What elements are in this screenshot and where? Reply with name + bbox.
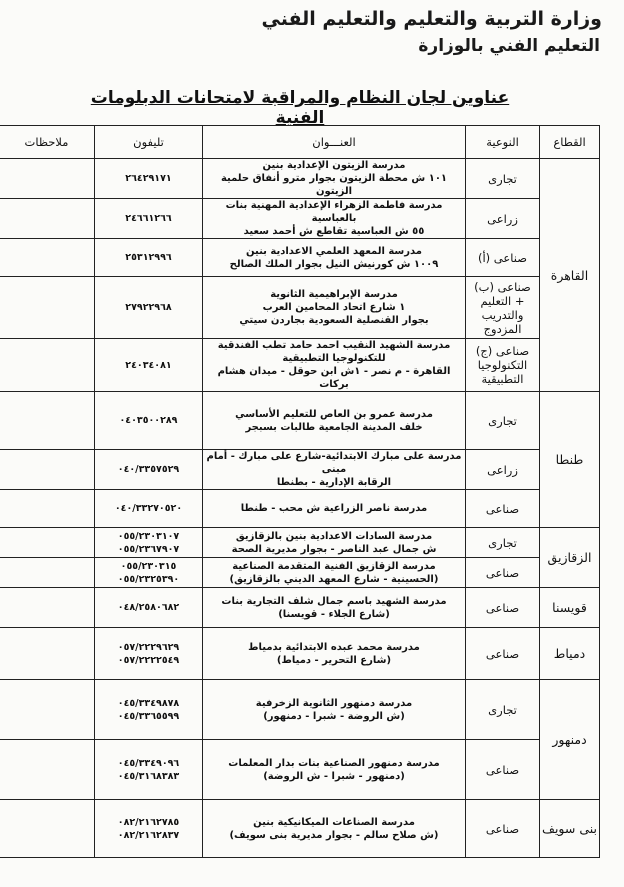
type-cell: صناعى (ب) + التعليم والتدريب المزدوج xyxy=(466,277,540,339)
type-cell: تجارى xyxy=(466,159,540,199)
table-row xyxy=(0,628,600,680)
address-line: (شارع الجلاء - قويسنا) xyxy=(278,608,390,620)
table-body xyxy=(0,159,600,858)
sector-cell: القاهرة xyxy=(540,159,600,392)
address-line: القاهرة - م نصر - ١ش ابن حوقل - ميدان هشام بركات xyxy=(217,366,451,390)
address-cell xyxy=(203,199,466,239)
address-line: ١ شارع اتحاد المحامين العرب xyxy=(262,302,406,313)
phone-cell xyxy=(95,199,203,239)
header-sector: القطاع xyxy=(540,126,600,159)
type-cell: صناعى xyxy=(466,490,540,528)
notes-cell xyxy=(0,588,95,628)
table-row xyxy=(0,528,600,558)
sector-cell: الزقازيق xyxy=(540,528,600,588)
sector-cell: قويسنا xyxy=(540,588,600,628)
phone-cell xyxy=(95,740,203,800)
address-line: ش جمال عبد الناصر - بجوار مديرية الصحة xyxy=(231,543,437,555)
address-cell xyxy=(203,450,466,490)
notes-cell xyxy=(0,199,95,239)
notes-cell xyxy=(0,450,95,490)
phone-number: ٢٤٠٣٤٠٨١ xyxy=(125,359,172,371)
sector-cell: طنطا xyxy=(540,392,600,528)
phone-number: ٠٤٠٣٥٠٠٢٨٩ xyxy=(119,415,178,426)
notes-cell xyxy=(0,680,95,740)
address-line: مدرسة الصناعات الميكانيكية بنين xyxy=(253,816,415,828)
address-line: مدرسة ناصر الزراعية ش محب - طنطا xyxy=(240,503,428,514)
address-line: مدرسة الزقازيق الفنية المتقدمة الصناعية xyxy=(232,560,436,572)
address-cell xyxy=(203,277,466,339)
address-line: مدرسة فاطمة الزهراء الإعدادية المهنية بنات بالعباسية xyxy=(225,200,443,224)
address-line: مدرسة الشهيد باسم جمال شلف التجارية بنات xyxy=(221,595,447,607)
address-cell xyxy=(203,159,466,199)
committees-table xyxy=(0,125,600,858)
phone-number: ٠٤٥/٣١٦٨٣٨٣ xyxy=(117,770,180,782)
table-row xyxy=(0,159,600,199)
phone-number: ٠٤٠/٣٣٢٧٠٥٢٠ xyxy=(114,503,183,514)
phone-cell xyxy=(95,392,203,450)
phone-cell xyxy=(95,800,203,858)
notes-cell xyxy=(0,800,95,858)
notes-cell xyxy=(0,490,95,528)
table-row xyxy=(0,490,600,528)
phone-number: ٠٤٥/٣٣٤٩٨٧٨ xyxy=(117,697,180,709)
address-line: ١٠١ ش محطة الزيتون بجوار مترو أنفاق حلمية الزيتون xyxy=(220,173,448,197)
department-name: التعليم الفني بالوزارة xyxy=(418,36,600,56)
sector-cell: دمنهور xyxy=(540,680,600,800)
phone-number: ٠٥٥/٢٣٦٧٩٠٧ xyxy=(117,543,180,555)
phone-cell xyxy=(95,490,203,528)
address-line: (ش الروضة - شبرا - دمنهور) xyxy=(263,710,405,722)
ministry-name: وزارة التربية والتعليم والتعليم الفني xyxy=(261,8,602,30)
type-cell: صناعى xyxy=(466,740,540,800)
address-cell xyxy=(203,800,466,858)
type-cell: تجارى xyxy=(466,392,540,450)
phone-cell xyxy=(95,239,203,277)
notes-cell xyxy=(0,239,95,277)
table-row xyxy=(0,558,600,588)
document-title: عناوين لجان النظام والمراقبة لامتحانات الدبلومات الفنية xyxy=(90,88,510,128)
type-cell: صناعى (ج) التكنولوجيا التطبيقية xyxy=(466,339,540,392)
header-type: النوعية xyxy=(466,126,540,159)
header-notes: ملاحظات xyxy=(0,126,95,159)
address-line: (الحسينية - شارع المعهد الديني بالزقازيق) xyxy=(229,573,439,585)
phone-cell xyxy=(95,628,203,680)
address-line: ١٠٠٩ ش كورنيش النيل بجوار الملك الصالح xyxy=(229,258,439,270)
phone-number: ٠٥٧/٢٢٢٢٥٤٩ xyxy=(117,654,180,666)
phone-number: ٠٤٥/٣٣٦٥٥٩٩ xyxy=(117,710,180,722)
sector-cell: بنى سويف xyxy=(540,800,600,858)
type-cell: صناعى xyxy=(466,628,540,680)
table-row xyxy=(0,740,600,800)
phone-number: ٢٤٦٦١٢٦٦ xyxy=(125,213,172,224)
address-line: مدرسة على مبارك الابتدائية-شارع على مبارك - أمام مبنى xyxy=(206,451,462,475)
phone-number: ٠٥٥/٢٣٢٥٣٩٠ xyxy=(117,573,180,585)
address-line: (ش صلاح سالم - بجوار مديرية بنى سويف) xyxy=(229,829,439,841)
phone-number: ٢٥٣١٢٩٩٦ xyxy=(125,252,172,263)
table-row xyxy=(0,450,600,490)
table-row xyxy=(0,588,600,628)
phone-number: ٠٨٢/٢١٦٢٧٨٥ xyxy=(117,816,180,828)
address-line: الرقابة الإدارية - بطنطا xyxy=(276,477,392,488)
address-cell xyxy=(203,392,466,450)
address-cell xyxy=(203,680,466,740)
phone-cell xyxy=(95,159,203,199)
address-line: بجوار القنصلية السعودية بجاردن سيتي xyxy=(239,315,429,326)
type-cell: صناعى xyxy=(466,558,540,588)
address-line: مدرسة دمنهور الثانوية الزخرفية xyxy=(255,697,413,709)
phone-number: ٠٤٨/٢٥٨٠٦٨٢ xyxy=(117,602,180,613)
type-cell: زراعى xyxy=(466,199,540,239)
notes-cell xyxy=(0,740,95,800)
phone-cell xyxy=(95,528,203,558)
address-cell xyxy=(203,239,466,277)
phone-number: ٠٥٧/٢٢٢٩٦٢٩ xyxy=(117,641,180,653)
header-phone: تليفون xyxy=(95,126,203,159)
address-line: مدرسة الإبراهيمية الثانوية xyxy=(270,289,398,300)
address-cell xyxy=(203,588,466,628)
table-row xyxy=(0,277,600,339)
phone-cell xyxy=(95,339,203,392)
phone-number: ٠٤٠/٣٣٥٧٥٢٩ xyxy=(117,464,180,475)
address-line: مدرسة دمنهور الصناعية بنات بدار المعلمات xyxy=(228,757,440,769)
address-line: خلف المدينة الجامعية طالبات بسبجر xyxy=(245,421,423,433)
table-row xyxy=(0,199,600,239)
type-cell: صناعى xyxy=(466,588,540,628)
phone-cell xyxy=(95,680,203,740)
table-row xyxy=(0,239,600,277)
phone-number: ٠٥٥/٢٣٠٣١٠٧ xyxy=(117,530,180,542)
notes-cell xyxy=(0,392,95,450)
address-cell xyxy=(203,528,466,558)
notes-cell xyxy=(0,558,95,588)
table-row xyxy=(0,339,600,392)
address-line: مدرسة محمد عبده الابتدائية بدمياط xyxy=(248,641,420,653)
address-cell xyxy=(203,558,466,588)
address-line: مدرسة المعهد العلمي الاعدادية بنين xyxy=(246,245,422,257)
table-row xyxy=(0,392,600,450)
notes-cell xyxy=(0,628,95,680)
phone-number: ٢٧٩٢٢٩٦٨ xyxy=(125,302,172,313)
phone-cell xyxy=(95,588,203,628)
notes-cell xyxy=(0,339,95,392)
phone-cell xyxy=(95,450,203,490)
table-header-row xyxy=(0,126,600,159)
type-cell: زراعى xyxy=(466,450,540,490)
phone-number: ٠٤٥/٣٣٤٩٠٩٦ xyxy=(117,757,180,769)
phone-cell xyxy=(95,277,203,339)
address-cell xyxy=(203,628,466,680)
phone-number: ٠٨٢/٢١٦٢٨٣٧ xyxy=(117,829,180,841)
phone-number: ٢٦٤٢٩١٧١ xyxy=(125,173,172,184)
address-cell xyxy=(203,740,466,800)
header-address: العنـــوان xyxy=(203,126,466,159)
type-cell: صناعى (أ) xyxy=(466,239,540,277)
address-line: مدرسة الزيتون الإعدادية بنين xyxy=(262,160,406,171)
address-line: مدرسة عمرو بن العاص للتعليم الأساسي xyxy=(235,408,433,420)
address-cell xyxy=(203,490,466,528)
notes-cell xyxy=(0,277,95,339)
type-cell: تجارى xyxy=(466,680,540,740)
type-cell: تجارى xyxy=(466,528,540,558)
address-line: ٥٥ ش العباسية تقاطع ش أحمد سعيد xyxy=(243,226,425,237)
type-cell: صناعى xyxy=(466,800,540,858)
address-line: (شارع التحرير - دمياط) xyxy=(276,654,392,666)
address-line: مدرسة السادات الاعدادية بنين بالزقازيق xyxy=(235,530,433,542)
sector-cell: دمياط xyxy=(540,628,600,680)
address-line: مدرسة الشهيد النقيب احمد حامد تطب الفندقية للتكنولوجيا التطبيقية xyxy=(217,340,451,364)
notes-cell xyxy=(0,528,95,558)
address-line: (دمنهور - شبرا - ش الروضة) xyxy=(263,770,405,782)
phone-cell xyxy=(95,558,203,588)
table-row xyxy=(0,680,600,740)
notes-cell xyxy=(0,159,95,199)
address-cell xyxy=(203,339,466,392)
table-row xyxy=(0,800,600,858)
phone-number: ٠٥٥/٢٣٠٣١٥ xyxy=(120,560,177,572)
